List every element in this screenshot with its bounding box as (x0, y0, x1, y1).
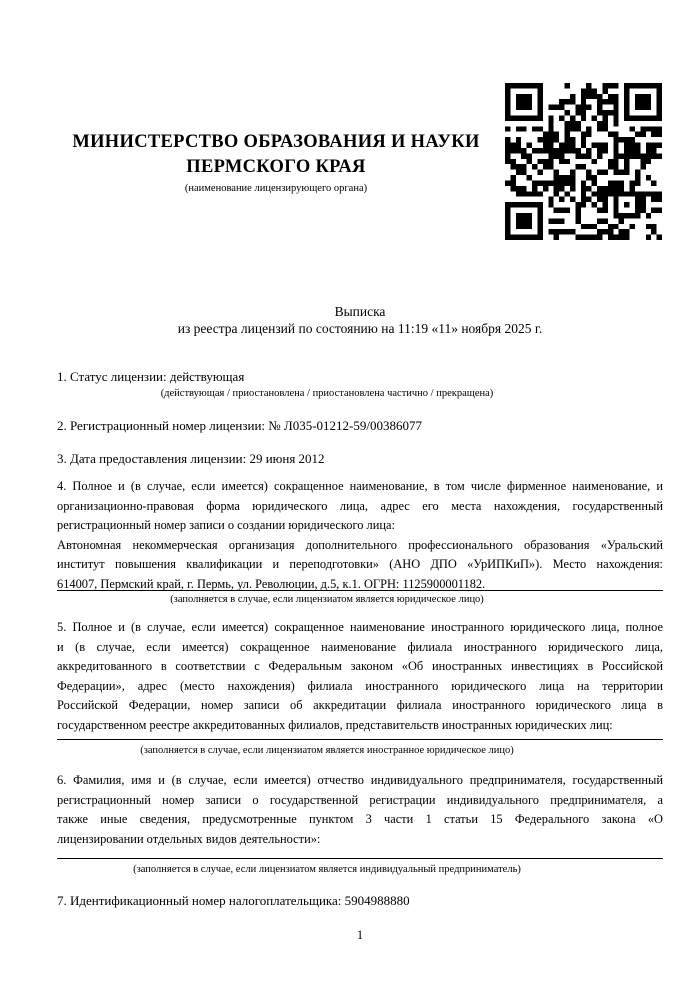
paragraph-line: 614007, Пермский край, г. Пермь, ул. Революции, д.5, к.1. ОГРН: 1125900001182. (57, 576, 486, 591)
paragraph-line: государственном реестре аккредитованных филиалов, представительств иностранных юридических лиц: (57, 717, 613, 732)
foreign-entity-paragraph (57, 618, 663, 735)
paragraph-line: 6. Фамилия, имя и (в случае, если имеется) отчество индивидуального предпринимателя, государственный (57, 773, 663, 787)
paragraph-line: 4. Полное и (в случае, если имеется) сокращенное наименование, в том числе фирменное наименование, и (57, 479, 663, 493)
paragraph-line: аккредитованного в соответствии с Федеральным законом «Об иностранных инвестициях в Российской (57, 659, 663, 673)
ministry-name-line1: МИНИСТЕРСТВО ОБРАЗОВАНИЯ И НАУКИ (72, 132, 480, 152)
paragraph-line: 5. Полное и (в случае, если имеется) сокращенное наименование иностранного юридического лица, полное (57, 620, 663, 634)
paragraph-line: лицензировании отдельных видов деятельности»: (57, 831, 321, 846)
paragraph-line: Российской Федерации, номер записи об аккредитации филиала иностранного юридического лица в (57, 698, 663, 712)
legal-entity-caption: (заполняется в случае, если лицензиатом является юридическое лицо) (170, 594, 484, 605)
paragraph-line: также иные сведения, предусмотренные пунктом 3 части 1 статьи 15 Федерального закона «О (57, 812, 663, 826)
legal-entity-paragraph (57, 477, 663, 594)
separator-line (57, 739, 663, 740)
separator-line (57, 590, 663, 591)
document-title-line1: Выписка (334, 304, 386, 319)
paragraph-line: регистрационный номер записи о создании юридического лица: (57, 518, 395, 532)
registration-number: 2. Регистрационный номер лицензии: № Л035-01212-59/00386077 (57, 418, 423, 433)
foreign-entity-caption: (заполняется в случае, если лицензиатом является иностранное юридическое лицо) (140, 745, 514, 756)
individual-entrepreneur-caption: (заполняется в случае, если лицензиатом является индивидуальный предприниматель) (133, 864, 521, 875)
ministry-name-line2: ПЕРМСКОГО КРАЯ (186, 157, 366, 177)
license-status-caption: (действующая / приостановлена / приостановлена частично / прекращена) (160, 388, 494, 399)
individual-entrepreneur-paragraph (57, 771, 663, 849)
license-status: 1. Статус лицензии: действующая (57, 369, 245, 384)
license-grant-date: 3. Дата предоставления лицензии: 29 июня 2012 (57, 451, 325, 466)
qr-code-icon (505, 83, 662, 240)
page-number: 1 (356, 928, 364, 942)
paragraph-line: институт повышения квалификации и переподготовки» (АНО ДПО «УрИПКиП»). Место нахождения: (57, 557, 663, 571)
ministry-name (56, 130, 496, 180)
document-title-line2: из реестра лицензий по состоянию на 11:19 «11» ноября 2025 г. (177, 320, 543, 336)
paragraph-line: Автономная некоммерческая организация дополнительного профессионального образования «Уральский (57, 537, 663, 552)
document-title (57, 304, 663, 337)
paragraph-line: организационно-правовая форма юридического лица, адрес его места нахождения, государственный (57, 498, 663, 513)
paragraph-line: Федерации», адрес (место нахождения) филиала иностранного юридического лица на территории (57, 678, 663, 693)
paragraph-line: регистрационный номер записи о государственной регистрации индивидуального предпринимателя, а (57, 792, 663, 807)
qr-code-image (505, 83, 662, 240)
licensing-authority-header (56, 130, 496, 195)
paragraph-line: и (в случае, если имеется) сокращенное наименование филиала иностранного юридического лица, (57, 639, 663, 654)
ministry-caption: (наименование лицензирующего органа) (184, 183, 368, 194)
taxpayer-id: 7. Идентификационный номер налогоплательщика: 5904988880 (57, 893, 410, 908)
separator-line (57, 858, 663, 859)
